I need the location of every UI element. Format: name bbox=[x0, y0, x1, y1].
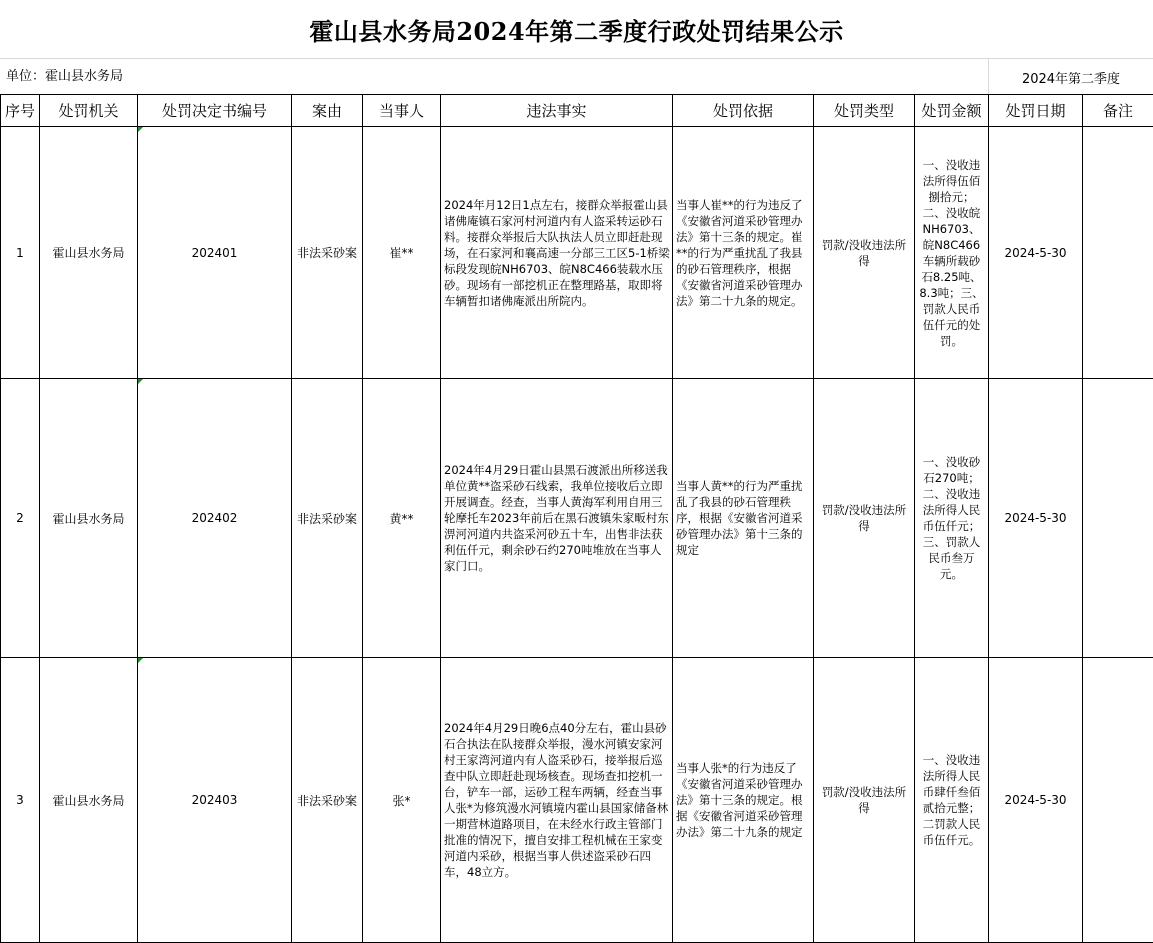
cell-date[interactable]: 2024-5-30 bbox=[989, 379, 1083, 658]
cell-party[interactable]: 黄** bbox=[363, 379, 441, 658]
cell-amount[interactable]: 一、没收违法所得伍佰捌拾元；二、没收皖NH6703、皖N8C466车辆所载砂石8.25吨、8.3吨；三、罚款人民币伍仟元的处罚。 bbox=[915, 127, 989, 379]
col-header-agency[interactable]: 处罚机关 bbox=[40, 95, 138, 127]
table-row bbox=[1, 379, 1153, 658]
cell-agency[interactable]: 霍山县水务局 bbox=[40, 379, 138, 658]
cell-type[interactable]: 罚款/没收违法所得 bbox=[814, 379, 915, 658]
col-header-index[interactable]: 序号 bbox=[1, 95, 40, 127]
cell-remark[interactable] bbox=[1083, 127, 1153, 379]
cell-party[interactable]: 崔** bbox=[363, 127, 441, 379]
col-header-date[interactable]: 处罚日期 bbox=[989, 95, 1083, 127]
meta-row bbox=[0, 58, 1153, 95]
col-header-cause[interactable]: 案由 bbox=[292, 95, 363, 127]
col-header-basis[interactable]: 处罚依据 bbox=[673, 95, 814, 127]
cell-amount[interactable]: 一、没收砂石270吨；二、没收违法所得人民币伍仟元；三、罚款人民币叁万元。 bbox=[915, 379, 989, 658]
cell-index[interactable]: 1 bbox=[1, 127, 40, 379]
quarter-label: 2024年第二季度 bbox=[988, 59, 1153, 95]
number-as-text-marker bbox=[138, 658, 143, 663]
unit-label: 单位：霍山县水务局 bbox=[6, 59, 123, 95]
col-header-decision-no[interactable]: 处罚决定书编号 bbox=[138, 95, 292, 127]
number-as-text-marker bbox=[138, 127, 143, 132]
cell-cause[interactable]: 非法采砂案 bbox=[292, 127, 363, 379]
col-header-facts[interactable]: 违法事实 bbox=[441, 95, 673, 127]
cell-type[interactable]: 罚款/没收违法所得 bbox=[814, 127, 915, 379]
cell-date[interactable]: 2024-5-30 bbox=[989, 658, 1083, 943]
cell-amount[interactable]: 一、没收违法所得人民币肆仟叁佰贰拾元整；二罚款人民币伍仟元。 bbox=[915, 658, 989, 943]
page-title: 霍山县水务局2024年第二季度行政处罚结果公示 bbox=[0, 0, 1153, 58]
cell-decision-no[interactable] bbox=[138, 127, 292, 379]
cell-cause[interactable]: 非法采砂案 bbox=[292, 379, 363, 658]
cell-facts[interactable]: 2024年月12日1点左右，接群众举报霍山县诸佛庵镇石家河村河道内有人盗采转运砂石料。接群众举报后大队执法人员立即赶赴现场，在石家河和襄高速一分部三工区5-1桥梁标段发现皖NH6703、皖N8C466装载水压砂。现场有一部挖机正在整理路基，取即将车辆暂扣诸佛庵派出所院内。 bbox=[441, 127, 673, 379]
col-header-type[interactable]: 处罚类型 bbox=[814, 95, 915, 127]
decision-no-text: 202401 bbox=[192, 246, 238, 260]
cell-facts[interactable]: 2024年4月29日晚6点40分左右，霍山县砂石合执法在队接群众举报，漫水河镇安家河村王家湾河道内有人盗采砂石，接举报后巡查中队立即赶赴现场核查。现场查扣挖机一台，铲车一部，运砂工程车两辆，经查当事人张*为修筑漫水河镇境内霍山县国家储备林一期营林道路项目，在未经水行政主管部门批准的情况下，擅自安排工程机械在王家变河道内采砂，根据当事人供述盗采砂石四车，48立方。 bbox=[441, 658, 673, 943]
cell-agency[interactable]: 霍山县水务局 bbox=[40, 127, 138, 379]
cell-remark[interactable] bbox=[1083, 658, 1153, 943]
cell-index[interactable]: 3 bbox=[1, 658, 40, 943]
table-row bbox=[1, 658, 1153, 943]
penalty-table bbox=[0, 94, 1153, 943]
cell-agency[interactable]: 霍山县水务局 bbox=[40, 658, 138, 943]
col-header-party[interactable]: 当事人 bbox=[363, 95, 441, 127]
cell-facts[interactable]: 2024年4月29日霍山县黑石渡派出所移送我单位黄**盗采砂石线索，我单位接收后立即开展调查。经查，当事人黄海军利用自用三轮摩托车2023年前后在黑石渡镇朱家畈村东淠河河道内共盗采河砂五十车，出售非法获利伍仟元，剩余砂石约270吨堆放在当事人家门口。 bbox=[441, 379, 673, 658]
decision-no-text: 202402 bbox=[192, 511, 238, 525]
cell-index[interactable]: 2 bbox=[1, 379, 40, 658]
cell-basis[interactable]: 当事人黄**的行为严重扰乱了我县的砂石管理秩序，根据《安徽省河道采砂管理办法》第十三条的规定 bbox=[673, 379, 814, 658]
cell-decision-no[interactable] bbox=[138, 658, 292, 943]
cell-party[interactable]: 张* bbox=[363, 658, 441, 943]
cell-basis[interactable]: 当事人张*的行为违反了《安徽省河道采砂管理办法》第十三条的规定。根据《安徽省河道采砂管理办法》第二十九条的规定 bbox=[673, 658, 814, 943]
cell-date[interactable]: 2024-5-30 bbox=[989, 127, 1083, 379]
cell-cause[interactable]: 非法采砂案 bbox=[292, 658, 363, 943]
cell-remark[interactable] bbox=[1083, 379, 1153, 658]
col-header-amount[interactable]: 处罚金额 bbox=[915, 95, 989, 127]
cell-decision-no[interactable] bbox=[138, 379, 292, 658]
number-as-text-marker bbox=[138, 379, 143, 384]
cell-type[interactable]: 罚款/没收违法所得 bbox=[814, 658, 915, 943]
decision-no-text: 202403 bbox=[192, 793, 238, 807]
col-header-remark[interactable]: 备注 bbox=[1083, 95, 1153, 127]
table-row bbox=[1, 127, 1153, 379]
cell-basis[interactable]: 当事人崔**的行为违反了《安徽省河道采砂管理办法》第十三条的规定。崔**的行为严重扰乱了我县的砂石管理秩序，根据《安徽省河道采砂管理办法》第二十九条的规定。 bbox=[673, 127, 814, 379]
header-row bbox=[1, 95, 1153, 127]
